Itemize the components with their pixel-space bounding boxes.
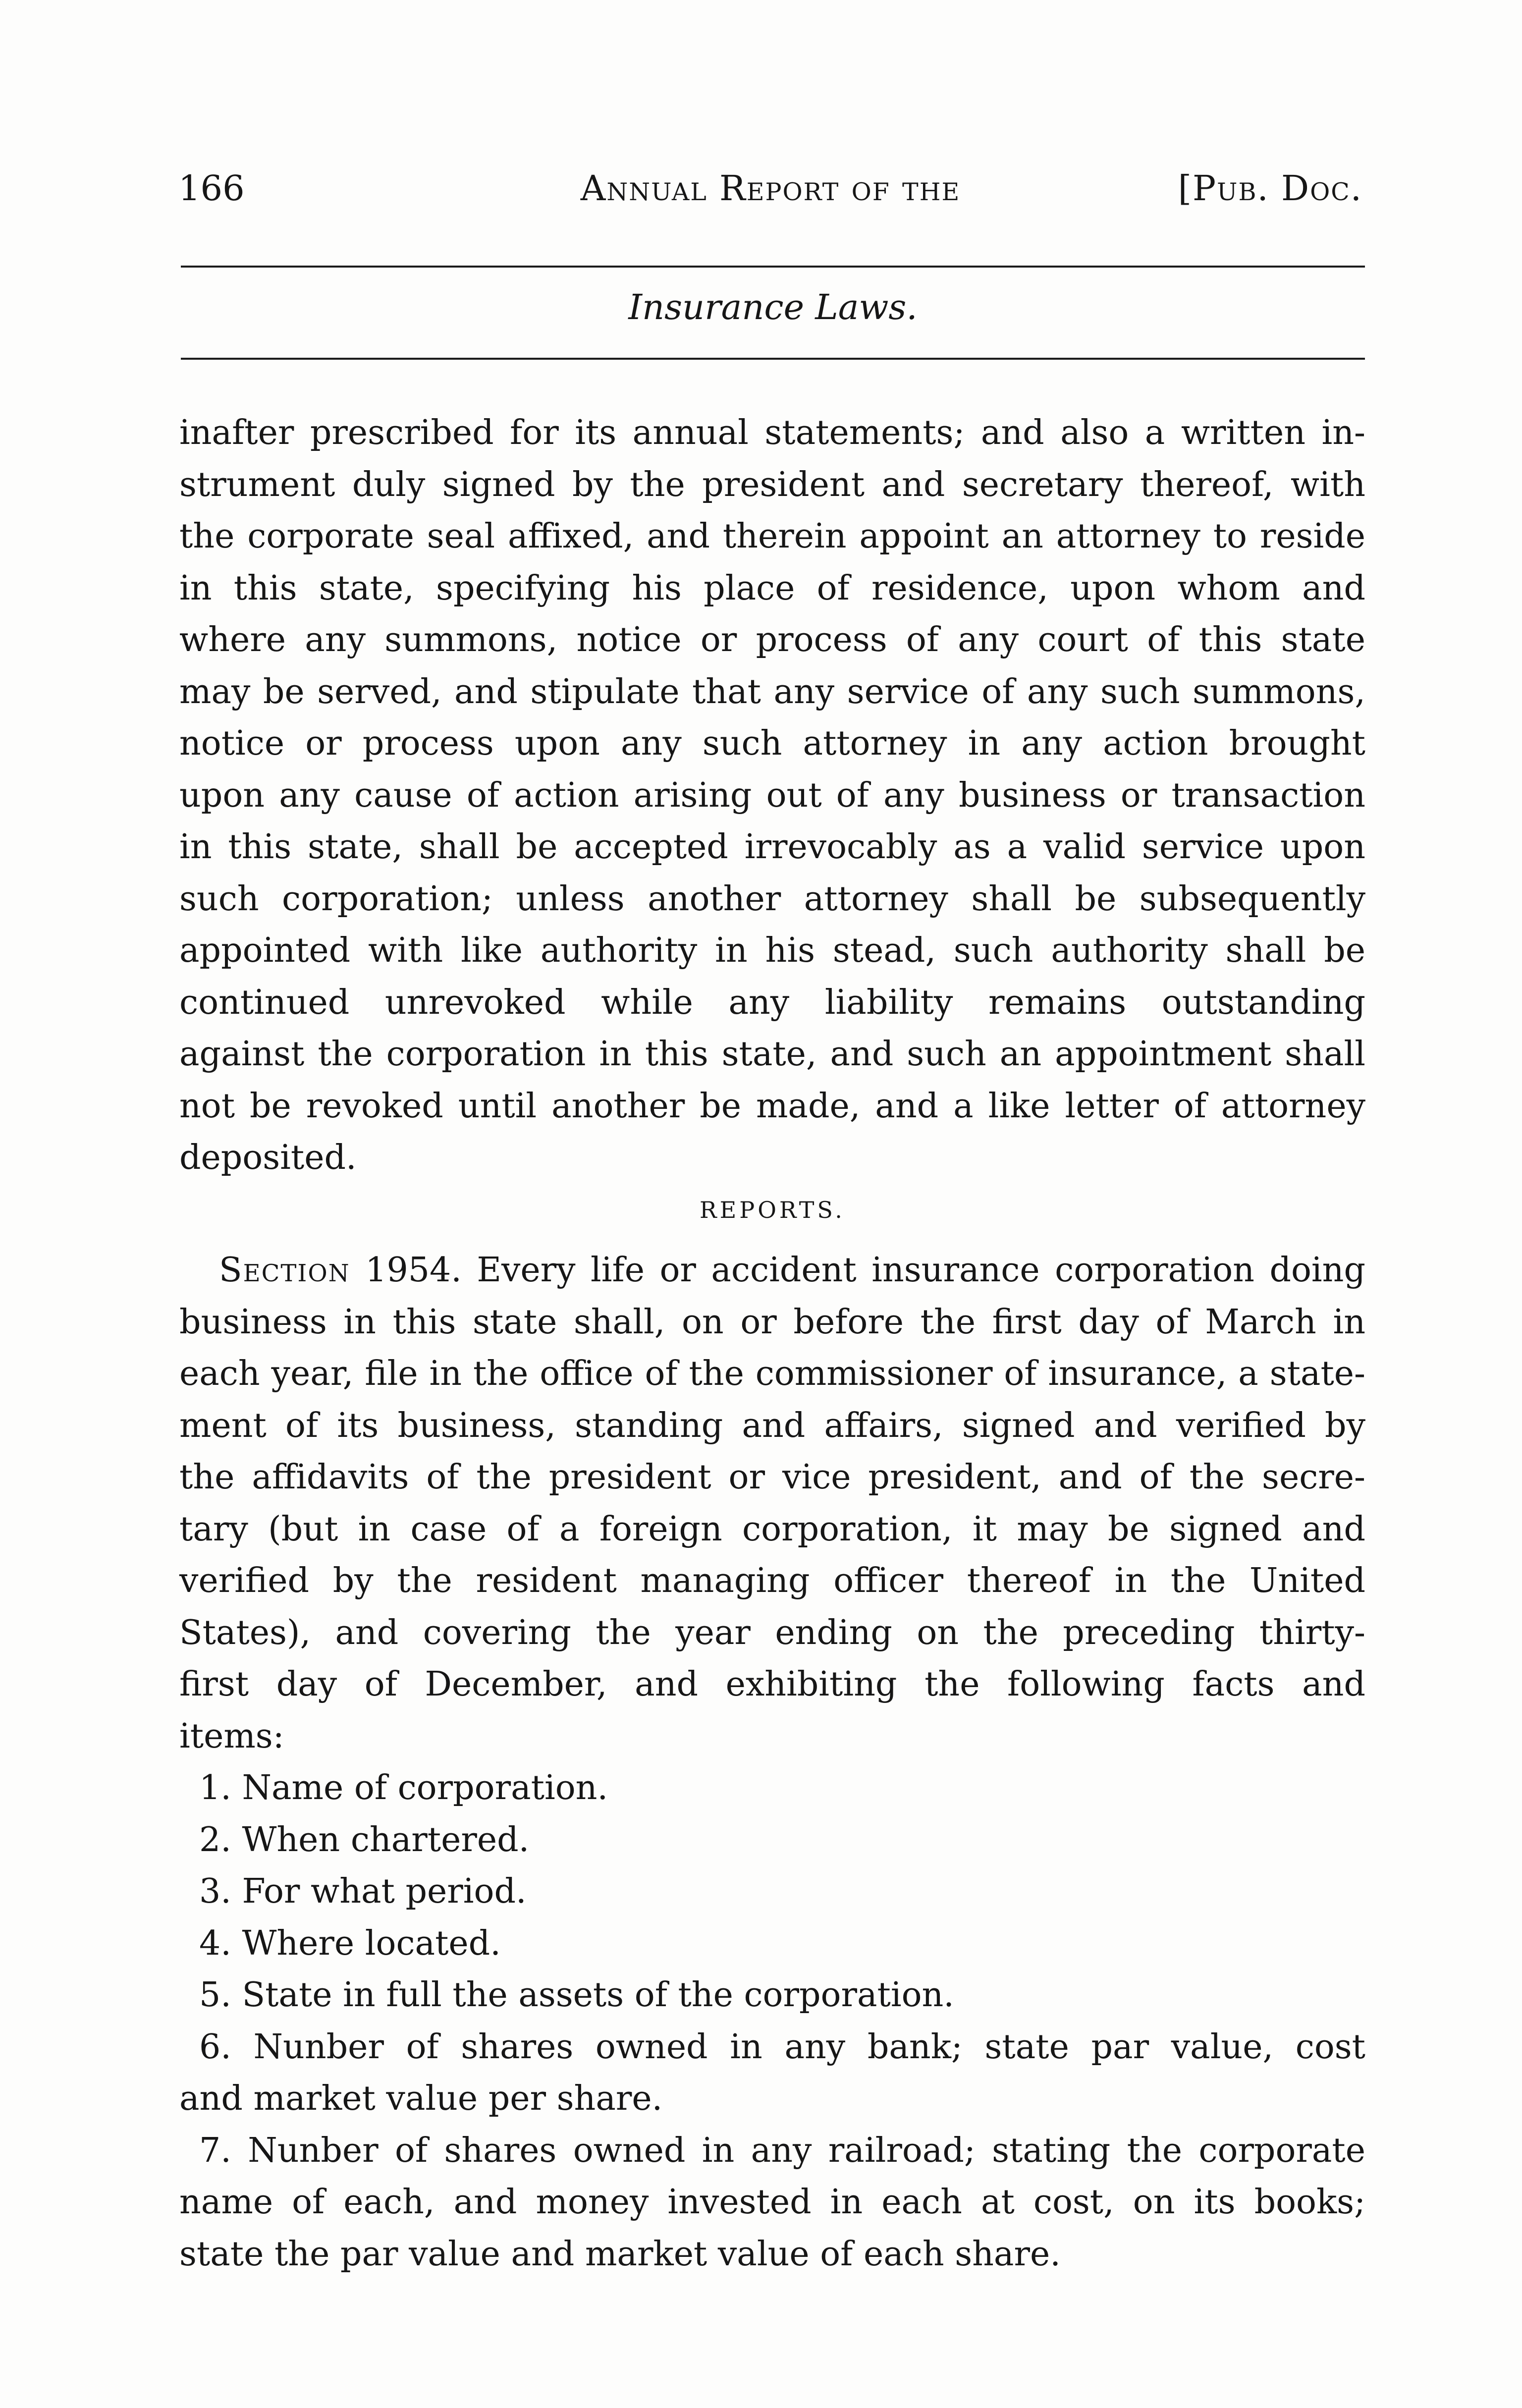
text-line: not be revoked until another be made, and a like letter of attorney [179, 1086, 1365, 1126]
list-item: 1. Name of corporation. [199, 1768, 608, 1807]
page-number: 166 [178, 168, 245, 209]
text-line: tary (but in case of a foreign corporation, it may be signed and [179, 1509, 1365, 1549]
text-line: in this state, specifying his place of residence, upon whom and [179, 568, 1365, 608]
text-line: where any summons, notice or process of any court of this state [179, 620, 1365, 659]
list-item-continuation: state the par value and market value of each share. [179, 2234, 1061, 2274]
text-line: the affidavits of the president or vice president, and of the secre- [179, 1458, 1365, 1497]
text-line: items: [179, 1716, 284, 1756]
text-line: ment of its business, standing and affairs, signed and verified by [179, 1406, 1365, 1445]
list-item: 7. Nunber of shares owned in any railroad; stating the corporate [199, 2131, 1365, 2170]
text-line: in this state, shall be accepted irrevocably as a valid service upon [179, 827, 1365, 867]
running-title: Annual Report of the [580, 168, 961, 209]
bottom-rule-divider [181, 358, 1365, 360]
text-line: inafter prescribed for its annual statements; and also a written in- [179, 413, 1365, 452]
list-item-continuation: and market value per share. [179, 2079, 663, 2118]
text-line: the corporate seal affixed, and therein appoint an attorney to reside [179, 517, 1365, 556]
list-item-continuation: name of each, and money invested in each at cost, on its books; [179, 2183, 1365, 2222]
text-line: against the corporation in this state, and such an appointment shall [179, 1035, 1365, 1074]
section-label: Section [219, 1251, 350, 1290]
list-item: 4. Where located. [199, 1923, 501, 1963]
list-item: 3. For what period. [199, 1872, 527, 1911]
text-line: continued unrevoked while any liability remains outstanding [179, 983, 1365, 1022]
top-rule-divider [181, 266, 1365, 268]
document-label: [Pub. Doc. [1178, 168, 1362, 209]
section-first-line-text: 1954. Every life or accident insurance corporation doing [365, 1251, 1365, 1290]
text-line: each year, file in the office of the commissioner of insurance, a state- [179, 1354, 1365, 1393]
section-first-line [179, 1245, 1365, 1297]
text-line: first day of December, and exhibiting the following facts and [179, 1665, 1365, 1704]
text-line: such corporation; unless another attorney shall be subsequently [179, 879, 1365, 919]
body-text [179, 407, 1365, 2280]
text-line: upon any cause of action arising out of any business or transaction [179, 775, 1365, 815]
text-line: States), and covering the year ending on the preceding thirty- [179, 1613, 1365, 1652]
section-title: Insurance Laws. [628, 287, 918, 328]
text-line: deposited. [179, 1138, 357, 1177]
list-item: 5. State in full the assets of the corporation. [199, 1975, 954, 2015]
text-line: strument duly signed by the president and secretary thereof, with [179, 465, 1365, 504]
spacer [179, 1236, 1365, 1245]
text-line: business in this state shall, on or before the first day of March in [179, 1302, 1365, 1342]
text-line: verified by the resident managing officer thereof in the United [179, 1561, 1365, 1600]
list-item: 2. When chartered. [199, 1820, 530, 1860]
text-line: appointed with like authority in his stead, such authority shall be [179, 931, 1365, 970]
list-item: 6. Nunber of shares owned in any bank; state par value, cost [199, 2027, 1365, 2067]
reports-heading: REPORTS. [700, 1196, 845, 1223]
page-header [178, 164, 1362, 213]
text-line: may be served, and stipulate that any service of any such summons, [179, 672, 1365, 711]
text-line: notice or process upon any such attorney in any action brought [179, 724, 1365, 763]
